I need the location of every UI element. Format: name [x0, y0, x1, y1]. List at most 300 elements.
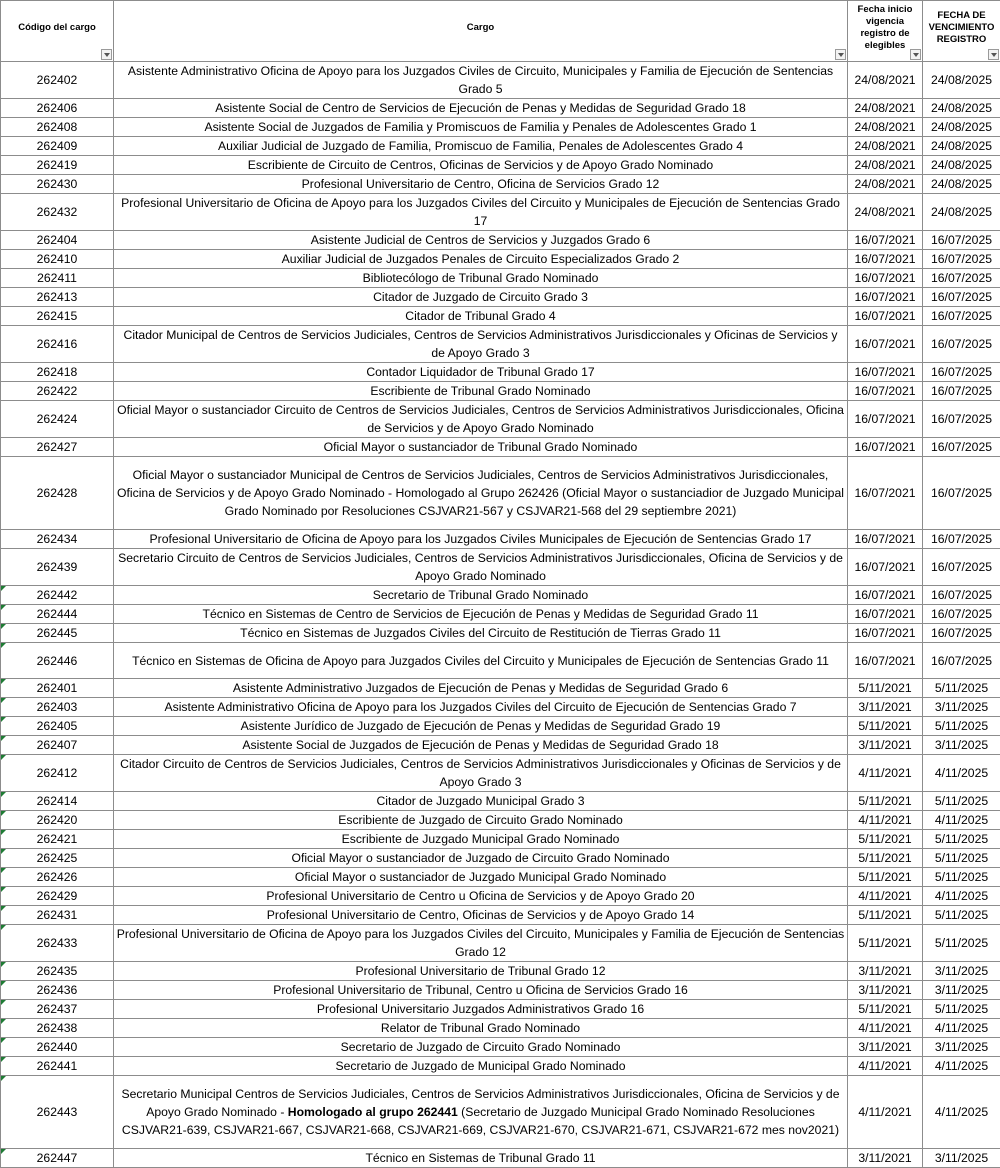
table-row — [1, 530, 1000, 549]
cell-cargo[interactable]: Escribiente de Juzgado Municipal Grado Nominado — [114, 830, 848, 849]
cell-codigo[interactable] — [1, 1019, 114, 1038]
cell-codigo[interactable] — [1, 99, 114, 118]
cell-cargo[interactable]: Técnico en Sistemas de Centro de Servicios de Ejecución de Penas y Medidas de Seguridad Grado 11 — [114, 605, 848, 624]
codigo-value: 262439 — [37, 560, 78, 574]
codigo-value: 262410 — [37, 252, 78, 266]
cell-codigo[interactable] — [1, 250, 114, 269]
cell-cargo[interactable]: Citador de Juzgado de Circuito Grado 3 — [114, 288, 848, 307]
error-indicator-icon — [1, 868, 6, 873]
cell-codigo[interactable] — [1, 925, 114, 962]
codigo-value: 262428 — [37, 486, 78, 500]
cell-cargo[interactable]: Citador Municipal de Centros de Servicios Judiciales, Centros de Servicios Administrativos Jurisdiccionales y Oficinas de Servicios y de Apoyo Grado 3 — [114, 326, 848, 363]
cell-codigo[interactable] — [1, 586, 114, 605]
error-indicator-icon — [1, 962, 6, 967]
cell-fecha-inicio[interactable]: 5/11/2021 — [848, 717, 923, 736]
cell-cargo[interactable]: Técnico en Sistemas de Juzgados Civiles del Circuito de Restitución de Tierras Grado 11 — [114, 624, 848, 643]
header-fecha-inicio-label: Fecha inicio vigencia registro de elegibles — [858, 4, 913, 51]
codigo-value: 262435 — [37, 964, 78, 978]
codigo-value: 262422 — [37, 384, 78, 398]
cell-fecha-inicio[interactable]: 16/07/2021 — [848, 643, 923, 679]
cell-fecha-inicio[interactable]: 4/11/2021 — [848, 1019, 923, 1038]
cell-fecha-inicio[interactable]: 16/07/2021 — [848, 307, 923, 326]
error-indicator-icon — [1, 1076, 6, 1081]
cell-fecha-inicio[interactable]: 16/07/2021 — [848, 401, 923, 438]
cell-fecha-inicio[interactable]: 4/11/2021 — [848, 1057, 923, 1076]
codigo-value: 262437 — [37, 1002, 78, 1016]
cell-cargo[interactable]: Secretario de Juzgado de Municipal Grado Nominado — [114, 1057, 848, 1076]
cell-cargo[interactable]: Bibliotecólogo de Tribunal Grado Nominado — [114, 269, 848, 288]
cell-fecha-inicio[interactable]: 16/07/2021 — [848, 250, 923, 269]
error-indicator-icon — [1, 679, 6, 684]
cell-cargo[interactable]: Asistente Social de Juzgados de Familia y Promiscuos de Familia y Penales de Adolescentes Grado 1 — [114, 118, 848, 137]
cell-fecha-inicio[interactable]: 3/11/2021 — [848, 1038, 923, 1057]
codigo-value: 262409 — [37, 139, 78, 153]
codigo-value: 262415 — [37, 309, 78, 323]
cell-cargo[interactable]: Técnico en Sistemas de Oficina de Apoyo para Juzgados Civiles del Circuito y Municipales de Ejecución de Sentencias Grado 11 — [114, 643, 848, 679]
cell-fecha-vencimiento[interactable]: 16/07/2025 — [923, 438, 1000, 457]
table-row — [1, 175, 1000, 194]
cell-codigo[interactable] — [1, 1000, 114, 1019]
filter-dropdown-icon[interactable] — [101, 49, 112, 60]
table-row — [1, 137, 1000, 156]
table-row — [1, 643, 1000, 679]
cell-fecha-inicio[interactable]: 3/11/2021 — [848, 736, 923, 755]
cargo-highlight: Homologado al grupo 262441 — [288, 1105, 458, 1119]
cell-codigo[interactable] — [1, 811, 114, 830]
cell-fecha-vencimiento[interactable]: 5/11/2025 — [923, 868, 1000, 887]
cell-fecha-inicio[interactable]: 16/07/2021 — [848, 382, 923, 401]
codigo-value: 262414 — [37, 794, 78, 808]
error-indicator-icon — [1, 830, 6, 835]
cell-codigo[interactable] — [1, 1076, 114, 1149]
cell-cargo[interactable]: Asistente Administrativo Oficina de Apoyo para los Juzgados Civiles de Circuito, Municipales y Familia de Ejecución de Sentencias Grado 5 — [114, 62, 848, 99]
table-row — [1, 1076, 1000, 1149]
error-indicator-icon — [1, 717, 6, 722]
table-row — [1, 231, 1000, 250]
cell-fecha-inicio[interactable]: 3/11/2021 — [848, 981, 923, 1000]
table-row — [1, 849, 1000, 868]
table-row — [1, 382, 1000, 401]
codigo-value: 262408 — [37, 120, 78, 134]
cell-cargo[interactable]: Profesional Universitario de Oficina de Apoyo para los Juzgados Civiles Municipales de Ejecución de Sentencias Grado 17 — [114, 530, 848, 549]
error-indicator-icon — [1, 887, 6, 892]
cell-fecha-vencimiento[interactable]: 16/07/2025 — [923, 363, 1000, 382]
error-indicator-icon — [1, 1149, 6, 1154]
header-codigo-label: Código del cargo — [18, 22, 96, 33]
cell-fecha-vencimiento[interactable]: 4/11/2025 — [923, 1019, 1000, 1038]
error-indicator-icon — [1, 605, 6, 610]
cell-cargo[interactable]: Profesional Universitario de Tribunal, Centro u Oficina de Servicios Grado 16 — [114, 981, 848, 1000]
cell-fecha-vencimiento[interactable]: 4/11/2025 — [923, 1076, 1000, 1149]
cell-codigo[interactable] — [1, 137, 114, 156]
table-row — [1, 624, 1000, 643]
table-row — [1, 401, 1000, 438]
cell-fecha-vencimiento[interactable]: 5/11/2025 — [923, 925, 1000, 962]
cell-fecha-vencimiento[interactable]: 4/11/2025 — [923, 811, 1000, 830]
codigo-value: 262413 — [37, 290, 78, 304]
error-indicator-icon — [1, 736, 6, 741]
header-codigo — [1, 1, 114, 62]
cell-fecha-inicio[interactable]: 24/08/2021 — [848, 62, 923, 99]
codigo-value: 262431 — [37, 908, 78, 922]
cell-codigo[interactable] — [1, 382, 114, 401]
cell-fecha-vencimiento[interactable]: 3/11/2025 — [923, 981, 1000, 1000]
cell-fecha-vencimiento[interactable]: 4/11/2025 — [923, 755, 1000, 792]
cell-codigo[interactable] — [1, 906, 114, 925]
table-row — [1, 1019, 1000, 1038]
cell-codigo[interactable] — [1, 755, 114, 792]
cell-fecha-inicio[interactable]: 16/07/2021 — [848, 269, 923, 288]
cell-fecha-vencimiento[interactable]: 5/11/2025 — [923, 906, 1000, 925]
cell-codigo[interactable] — [1, 457, 114, 530]
codigo-value: 262406 — [37, 101, 78, 115]
cell-fecha-inicio[interactable]: 3/11/2021 — [848, 1149, 923, 1168]
table-row — [1, 906, 1000, 925]
codigo-value: 262433 — [37, 936, 78, 950]
codigo-value: 262420 — [37, 813, 78, 827]
cell-fecha-vencimiento[interactable]: 24/08/2025 — [923, 118, 1000, 137]
cell-fecha-inicio[interactable]: 16/07/2021 — [848, 586, 923, 605]
table-row — [1, 981, 1000, 1000]
cell-fecha-vencimiento[interactable]: 3/11/2025 — [923, 1038, 1000, 1057]
cell-cargo[interactable]: Oficial Mayor o sustanciador Circuito de Centros de Servicios Judiciales, Centros de Servicios Administrativos Jurisdiccionales, Oficina de Servicios y de Apoyo Grado Nominado — [114, 401, 848, 438]
cell-cargo[interactable]: Secretario Circuito de Centros de Servicios Judiciales, Centros de Servicios Administrativos Jurisdiccionales, Oficina de Servicios y de Apoyo Grado Nominado — [114, 549, 848, 586]
cell-cargo[interactable]: Asistente Social de Centro de Servicios de Ejecución de Penas y Medidas de Seguridad Grado 18 — [114, 99, 848, 118]
codigo-value: 262446 — [37, 654, 78, 668]
codigo-value: 262441 — [37, 1059, 78, 1073]
cell-fecha-vencimiento[interactable]: 16/07/2025 — [923, 643, 1000, 679]
cell-cargo[interactable]: Asistente Administrativo Juzgados de Ejecución de Penas y Medidas de Seguridad Grado 6 — [114, 679, 848, 698]
codigo-value: 262421 — [37, 832, 78, 846]
cell-fecha-inicio[interactable]: 16/07/2021 — [848, 605, 923, 624]
cell-cargo[interactable]: Auxiliar Judicial de Juzgado de Familia, Promiscuo de Familia, Penales de Adolescentes Grado 4 — [114, 137, 848, 156]
cell-cargo[interactable]: Citador Circuito de Centros de Servicios Judiciales, Centros de Servicios Administrativos Jurisdiccionales y Oficinas de Servicios y de Apoyo Grado 3 — [114, 755, 848, 792]
error-indicator-icon — [1, 1038, 6, 1043]
error-indicator-icon — [1, 586, 6, 591]
cell-cargo[interactable]: Auxiliar Judicial de Juzgados Penales de Circuito Especializados Grado 2 — [114, 250, 848, 269]
codigo-value: 262403 — [37, 700, 78, 714]
cell-fecha-inicio[interactable]: 5/11/2021 — [848, 925, 923, 962]
cell-codigo[interactable] — [1, 1149, 114, 1168]
header-cargo — [114, 1, 848, 62]
header-cargo-label: Cargo — [467, 22, 494, 33]
table-row — [1, 363, 1000, 382]
cell-fecha-inicio[interactable]: 4/11/2021 — [848, 1076, 923, 1149]
cell-codigo[interactable] — [1, 326, 114, 363]
table-row — [1, 830, 1000, 849]
error-indicator-icon — [1, 925, 6, 930]
cell-cargo[interactable]: Contador Liquidador de Tribunal Grado 17 — [114, 363, 848, 382]
cell-codigo[interactable] — [1, 643, 114, 679]
table-row — [1, 457, 1000, 530]
table-row — [1, 438, 1000, 457]
filter-dropdown-icon[interactable] — [988, 49, 999, 60]
cell-cargo[interactable]: Profesional Universitario de Oficina de Apoyo para los Juzgados Civiles del Circuito y Municipales de Ejecución de Sentencias Grado 17 — [114, 194, 848, 231]
cell-cargo[interactable]: Profesional Universitario de Centro, Oficina de Servicios Grado 12 — [114, 175, 848, 194]
cell-cargo[interactable]: Asistente Administrativo Oficina de Apoyo para los Juzgados Civiles del Circuito de Ejecución de Sentencias Grado 7 — [114, 698, 848, 717]
table-row — [1, 1000, 1000, 1019]
codigo-value: 262416 — [37, 337, 78, 351]
cell-fecha-vencimiento[interactable]: 16/07/2025 — [923, 586, 1000, 605]
cell-fecha-inicio[interactable]: 5/11/2021 — [848, 868, 923, 887]
cell-fecha-vencimiento[interactable]: 16/07/2025 — [923, 231, 1000, 250]
cell-fecha-vencimiento[interactable]: 24/08/2025 — [923, 137, 1000, 156]
cell-codigo[interactable] — [1, 269, 114, 288]
cell-fecha-inicio[interactable]: 3/11/2021 — [848, 962, 923, 981]
cell-fecha-vencimiento[interactable]: 24/08/2025 — [923, 194, 1000, 231]
cell-fecha-inicio[interactable]: 16/07/2021 — [848, 438, 923, 457]
cell-cargo[interactable]: Citador de Juzgado Municipal Grado 3 — [114, 792, 848, 811]
table-row — [1, 250, 1000, 269]
cell-fecha-inicio[interactable]: 5/11/2021 — [848, 792, 923, 811]
cell-cargo[interactable] — [114, 1076, 848, 1149]
cell-codigo[interactable] — [1, 363, 114, 382]
cell-codigo[interactable] — [1, 679, 114, 698]
cell-fecha-vencimiento[interactable]: 16/07/2025 — [923, 382, 1000, 401]
cell-fecha-inicio[interactable]: 5/11/2021 — [848, 849, 923, 868]
table-row — [1, 962, 1000, 981]
cell-fecha-vencimiento[interactable]: 5/11/2025 — [923, 830, 1000, 849]
cell-cargo[interactable]: Asistente Judicial de Centros de Servicios y Juzgados Grado 6 — [114, 231, 848, 250]
cell-fecha-inicio[interactable]: 24/08/2021 — [848, 175, 923, 194]
cell-fecha-vencimiento[interactable]: 3/11/2025 — [923, 736, 1000, 755]
codigo-value: 262432 — [37, 205, 78, 219]
cell-codigo[interactable] — [1, 792, 114, 811]
cell-codigo[interactable] — [1, 830, 114, 849]
header-fecha-inicio — [848, 1, 923, 62]
cell-fecha-inicio[interactable]: 4/11/2021 — [848, 887, 923, 906]
cell-fecha-vencimiento[interactable]: 3/11/2025 — [923, 698, 1000, 717]
cell-cargo[interactable]: Oficial Mayor o sustanciador de Tribunal Grado Nominado — [114, 438, 848, 457]
cell-codigo[interactable] — [1, 1038, 114, 1057]
cell-codigo[interactable] — [1, 717, 114, 736]
cell-fecha-inicio[interactable]: 24/08/2021 — [848, 137, 923, 156]
cell-codigo[interactable] — [1, 887, 114, 906]
table-row — [1, 269, 1000, 288]
error-indicator-icon — [1, 698, 6, 703]
cell-cargo[interactable]: Secretario de Tribunal Grado Nominado — [114, 586, 848, 605]
table-row — [1, 811, 1000, 830]
codigo-value: 262418 — [37, 365, 78, 379]
table-row — [1, 792, 1000, 811]
cell-codigo[interactable] — [1, 307, 114, 326]
cell-fecha-inicio[interactable]: 16/07/2021 — [848, 549, 923, 586]
cell-codigo[interactable] — [1, 194, 114, 231]
cell-fecha-inicio[interactable]: 5/11/2021 — [848, 830, 923, 849]
cell-fecha-vencimiento[interactable]: 24/08/2025 — [923, 175, 1000, 194]
cell-fecha-vencimiento[interactable]: 24/08/2025 — [923, 99, 1000, 118]
cell-fecha-vencimiento[interactable]: 5/11/2025 — [923, 849, 1000, 868]
cell-fecha-vencimiento[interactable]: 3/11/2025 — [923, 1149, 1000, 1168]
cell-cargo[interactable]: Oficial Mayor o sustanciador de Juzgado de Circuito Grado Nominado — [114, 849, 848, 868]
codigo-value: 262436 — [37, 983, 78, 997]
cell-fecha-inicio[interactable]: 4/11/2021 — [848, 755, 923, 792]
cargo-text: Secretario Municipal Centros de Servicios Judiciales, Centros de Servicios Administrativos Jurisdiccionales, Oficina de Servicios y de Apoyo Grado Nominado - — [121, 1087, 839, 1119]
cell-codigo[interactable] — [1, 401, 114, 438]
cell-fecha-inicio[interactable]: 16/07/2021 — [848, 326, 923, 363]
cell-codigo[interactable] — [1, 62, 114, 99]
table-row — [1, 62, 1000, 99]
cell-codigo[interactable] — [1, 231, 114, 250]
cell-fecha-inicio[interactable]: 16/07/2021 — [848, 288, 923, 307]
cell-fecha-inicio[interactable]: 16/07/2021 — [848, 363, 923, 382]
cell-fecha-inicio[interactable]: 16/07/2021 — [848, 530, 923, 549]
cell-cargo[interactable]: Profesional Universitario de Centro u Oficina de Servicios y de Apoyo Grado 20 — [114, 887, 848, 906]
cell-codigo[interactable] — [1, 868, 114, 887]
error-indicator-icon — [1, 849, 6, 854]
codigo-value: 262404 — [37, 233, 78, 247]
cell-fecha-vencimiento[interactable]: 16/07/2025 — [923, 269, 1000, 288]
error-indicator-icon — [1, 792, 6, 797]
table-row — [1, 194, 1000, 231]
error-indicator-icon — [1, 811, 6, 816]
codigo-value: 262447 — [37, 1151, 78, 1165]
cell-fecha-inicio[interactable]: 5/11/2021 — [848, 679, 923, 698]
cell-fecha-inicio[interactable]: 24/08/2021 — [848, 118, 923, 137]
codigo-value: 262434 — [37, 532, 78, 546]
cell-fecha-vencimiento[interactable]: 16/07/2025 — [923, 288, 1000, 307]
error-indicator-icon — [1, 755, 6, 760]
cell-fecha-inicio[interactable]: 5/11/2021 — [848, 906, 923, 925]
cell-fecha-vencimiento[interactable]: 5/11/2025 — [923, 717, 1000, 736]
cell-cargo[interactable]: Profesional Universitario de Centro, Oficinas de Servicios y de Apoyo Grado 14 — [114, 906, 848, 925]
cell-codigo[interactable] — [1, 624, 114, 643]
cell-fecha-vencimiento[interactable]: 5/11/2025 — [923, 679, 1000, 698]
cargo-text: (Secretario de Juzgado Municipal Grado Nominado Resoluciones CSJVAR21-639, CSJVAR21-667, CSJVAR21-668, CSJVAR21-669, CSJVAR21-670, CSJVAR21-671, CSJVAR21-672 mes nov2021) — [122, 1105, 839, 1137]
cell-fecha-inicio[interactable]: 5/11/2021 — [848, 1000, 923, 1019]
codigo-value: 262411 — [37, 271, 77, 285]
header-row — [1, 1, 1000, 62]
codigo-value: 262444 — [37, 607, 78, 621]
cell-cargo[interactable]: Oficial Mayor o sustanciador de Juzgado Municipal Grado Nominado — [114, 868, 848, 887]
table-row — [1, 755, 1000, 792]
header-fecha-vencimiento — [923, 1, 1000, 62]
table-row — [1, 326, 1000, 363]
cell-fecha-inicio[interactable]: 24/08/2021 — [848, 99, 923, 118]
cell-cargo[interactable]: Asistente Jurídico de Juzgado de Ejecución de Penas y Medidas de Seguridad Grado 19 — [114, 717, 848, 736]
cell-cargo[interactable]: Oficial Mayor o sustanciador Municipal de Centros de Servicios Judiciales, Centros de Servicios Administrativos Jurisdiccionales, Oficina de Servicios y de Apoyo Grado Nominado - Homologado al Grupo 262426 (Oficial Mayor o sustanciadior de Juzgado Municipal Grado Nominado por Resoluciones CSJVAR21-567 y CSJVAR21-568 del 29 septiembre 2021) — [114, 457, 848, 530]
table-row — [1, 868, 1000, 887]
cell-fecha-inicio[interactable]: 24/08/2021 — [848, 194, 923, 231]
table-row — [1, 118, 1000, 137]
error-indicator-icon — [1, 643, 6, 648]
cell-fecha-vencimiento[interactable]: 16/07/2025 — [923, 457, 1000, 530]
table-row — [1, 288, 1000, 307]
cell-fecha-vencimiento[interactable]: 16/07/2025 — [923, 307, 1000, 326]
cell-cargo[interactable]: Profesional Universitario de Tribunal Grado 12 — [114, 962, 848, 981]
cell-fecha-inicio[interactable]: 16/07/2021 — [848, 231, 923, 250]
codigo-value: 262427 — [37, 440, 78, 454]
codigo-value: 262445 — [37, 626, 78, 640]
cell-fecha-vencimiento[interactable]: 4/11/2025 — [923, 1057, 1000, 1076]
cell-fecha-vencimiento[interactable]: 4/11/2025 — [923, 887, 1000, 906]
cell-cargo[interactable]: Escribiente de Tribunal Grado Nominado — [114, 382, 848, 401]
cell-fecha-vencimiento[interactable]: 16/07/2025 — [923, 605, 1000, 624]
cell-fecha-vencimiento[interactable]: 24/08/2025 — [923, 156, 1000, 175]
table-row — [1, 586, 1000, 605]
cell-codigo[interactable] — [1, 288, 114, 307]
cell-fecha-vencimiento[interactable]: 24/08/2025 — [923, 62, 1000, 99]
cell-cargo[interactable]: Secretario de Juzgado de Circuito Grado Nominado — [114, 1038, 848, 1057]
cell-codigo[interactable] — [1, 736, 114, 755]
error-indicator-icon — [1, 906, 6, 911]
cell-cargo[interactable]: Relator de Tribunal Grado Nominado — [114, 1019, 848, 1038]
filter-dropdown-icon[interactable] — [910, 49, 921, 60]
error-indicator-icon — [1, 1000, 6, 1005]
cell-codigo[interactable] — [1, 530, 114, 549]
cell-fecha-inicio[interactable]: 16/07/2021 — [848, 457, 923, 530]
cell-fecha-vencimiento[interactable]: 16/07/2025 — [923, 549, 1000, 586]
cell-fecha-inicio[interactable]: 24/08/2021 — [848, 156, 923, 175]
cell-fecha-vencimiento[interactable]: 16/07/2025 — [923, 250, 1000, 269]
cell-codigo[interactable] — [1, 438, 114, 457]
table-row — [1, 605, 1000, 624]
table-row — [1, 925, 1000, 962]
cell-cargo[interactable]: Profesional Universitario Juzgados Administrativos Grado 16 — [114, 1000, 848, 1019]
cell-cargo[interactable]: Escribiente de Juzgado de Circuito Grado Nominado — [114, 811, 848, 830]
cell-cargo[interactable]: Técnico en Sistemas de Tribunal Grado 11 — [114, 1149, 848, 1168]
cell-codigo[interactable] — [1, 962, 114, 981]
cell-codigo[interactable] — [1, 605, 114, 624]
table-row — [1, 307, 1000, 326]
codigo-value: 262412 — [37, 766, 78, 780]
codigo-value: 262401 — [37, 681, 78, 695]
codigo-value: 262426 — [37, 870, 78, 884]
codigo-value: 262443 — [37, 1105, 78, 1119]
cell-cargo[interactable]: Profesional Universitario de Oficina de Apoyo para los Juzgados Civiles del Circuito, Municipales y Familia de Ejecución de Sentencias Grado 12 — [114, 925, 848, 962]
cell-fecha-vencimiento[interactable]: 5/11/2025 — [923, 792, 1000, 811]
table-row — [1, 549, 1000, 586]
cell-codigo[interactable] — [1, 1057, 114, 1076]
codigo-value: 262405 — [37, 719, 78, 733]
table-row — [1, 156, 1000, 175]
cell-fecha-inicio[interactable]: 4/11/2021 — [848, 811, 923, 830]
table-row — [1, 679, 1000, 698]
table-row — [1, 698, 1000, 717]
table-row — [1, 1149, 1000, 1168]
cell-fecha-vencimiento[interactable]: 16/07/2025 — [923, 530, 1000, 549]
cell-fecha-inicio[interactable]: 16/07/2021 — [848, 624, 923, 643]
cell-codigo[interactable] — [1, 156, 114, 175]
table-body — [1, 62, 1000, 1168]
cell-fecha-vencimiento[interactable]: 5/11/2025 — [923, 1000, 1000, 1019]
cell-codigo[interactable] — [1, 698, 114, 717]
cell-cargo[interactable]: Asistente Social de Juzgados de Ejecución de Penas y Medidas de Seguridad Grado 18 — [114, 736, 848, 755]
cell-fecha-vencimiento[interactable]: 3/11/2025 — [923, 962, 1000, 981]
cell-codigo[interactable] — [1, 549, 114, 586]
cell-fecha-vencimiento[interactable]: 16/07/2025 — [923, 401, 1000, 438]
codigo-value: 262429 — [37, 889, 78, 903]
table-row — [1, 1038, 1000, 1057]
codigo-value: 262424 — [37, 412, 78, 426]
filter-dropdown-icon[interactable] — [835, 49, 846, 60]
codigo-value: 262419 — [37, 158, 78, 172]
cell-fecha-inicio[interactable]: 3/11/2021 — [848, 698, 923, 717]
error-indicator-icon — [1, 1057, 6, 1062]
cell-fecha-vencimiento[interactable]: 16/07/2025 — [923, 326, 1000, 363]
cell-codigo[interactable] — [1, 981, 114, 1000]
table-row — [1, 736, 1000, 755]
error-indicator-icon — [1, 1019, 6, 1024]
codigo-value: 262407 — [37, 738, 78, 752]
cell-cargo[interactable]: Citador de Tribunal Grado 4 — [114, 307, 848, 326]
cell-codigo[interactable] — [1, 849, 114, 868]
cell-fecha-vencimiento[interactable]: 16/07/2025 — [923, 624, 1000, 643]
cell-codigo[interactable] — [1, 118, 114, 137]
table-row — [1, 887, 1000, 906]
cell-cargo[interactable]: Escribiente de Circuito de Centros, Oficinas de Servicios y de Apoyo Grado Nominado — [114, 156, 848, 175]
cell-codigo[interactable] — [1, 175, 114, 194]
